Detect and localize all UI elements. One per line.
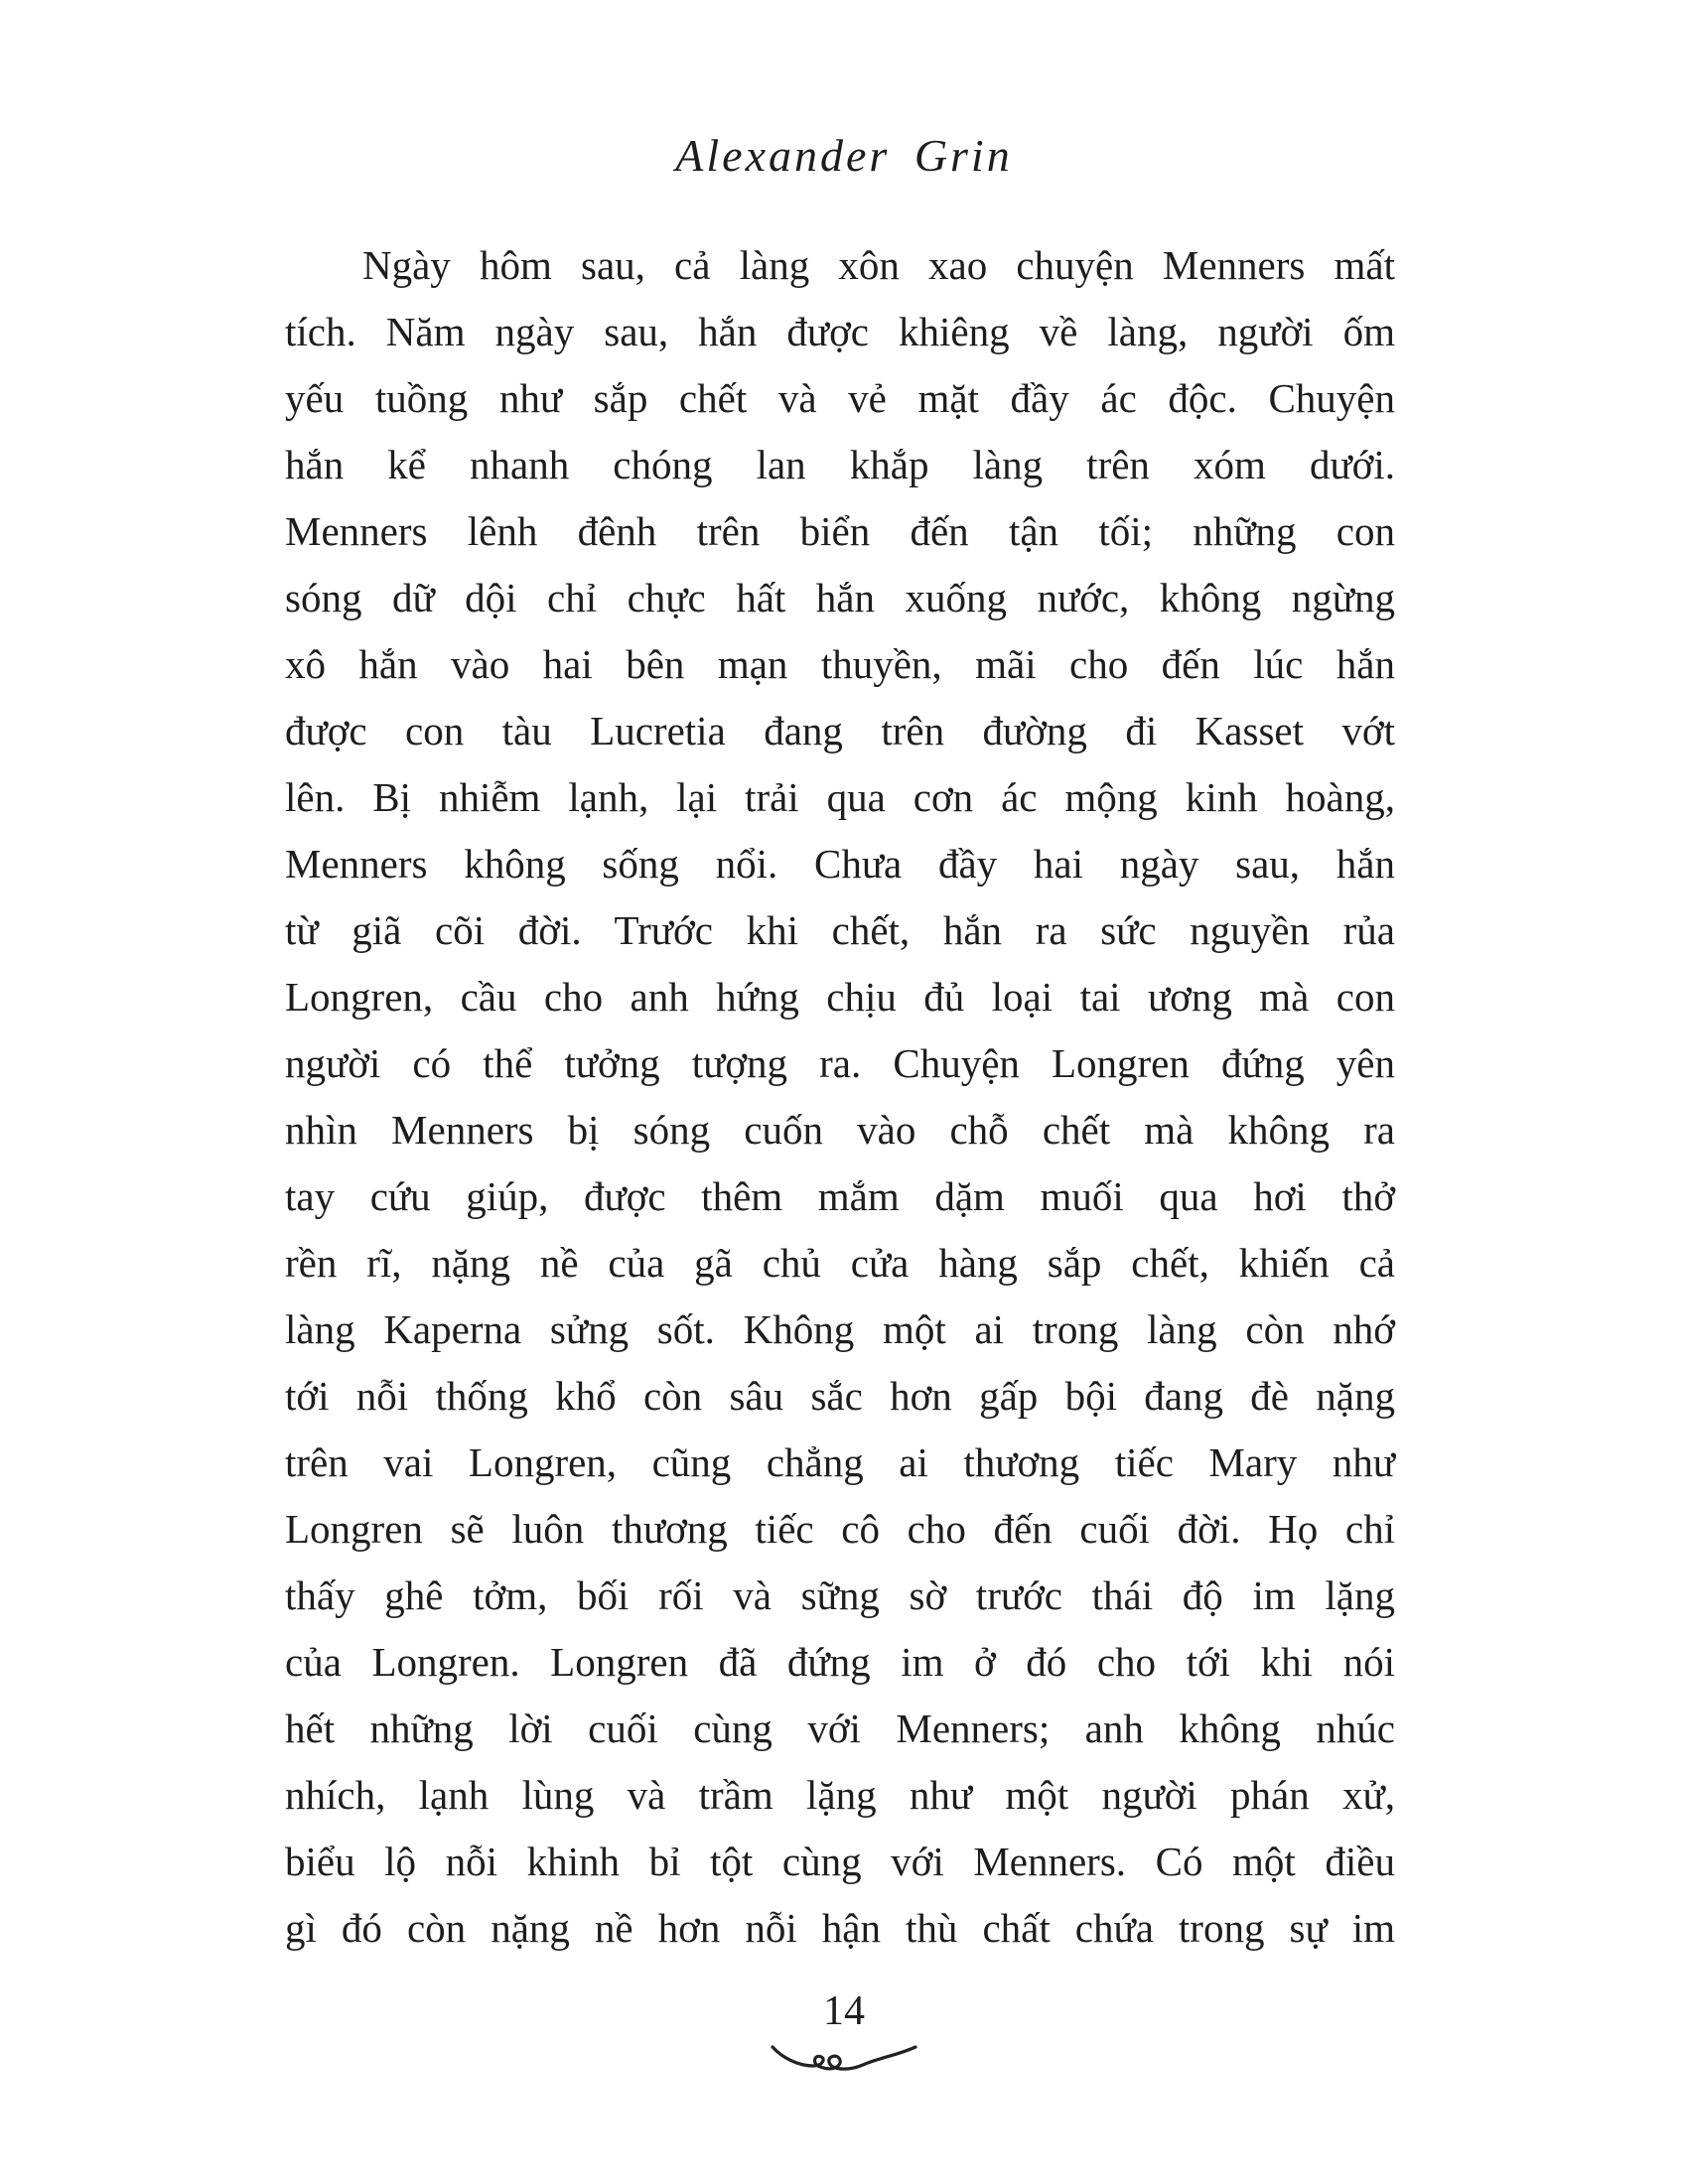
text-line: lên. Bị nhiễm lạnh, lại trải qua cơn ác mộng kinh hoàng, — [285, 774, 1395, 820]
page-number: 14 — [823, 1988, 865, 2034]
text-line: người có thể tưởng tượng ra. Chuyện Longren đứng yên — [285, 1040, 1395, 1086]
footer-ornament-wrap — [0, 2035, 1688, 2077]
text-line: Ngày hôm sau, cả làng xôn xao chuyện Menners mất — [362, 242, 1395, 288]
text-line: biểu lộ nỗi khinh bỉ tột cùng với Menners. Có một điều — [285, 1839, 1395, 1884]
text-line: của Longren. Longren đã đứng im ở đó cho tới khi nói — [285, 1639, 1395, 1685]
text-line: Longren sẽ luôn thương tiếc cô cho đến cuối đời. Họ chỉ — [285, 1506, 1395, 1552]
text-line: sóng dữ dội chỉ chực hất hắn xuống nước, không ngừng — [285, 575, 1395, 620]
calligraphic-flourish-icon — [767, 2035, 921, 2077]
text-line: nhích, lạnh lùng và trầm lặng như một người phán xử, — [285, 1772, 1395, 1818]
text-line: Menners lênh đênh trên biển đến tận tối; những con — [285, 508, 1395, 554]
text-line: rền rĩ, nặng nề của gã chủ cửa hàng sắp chết, khiến cả — [285, 1240, 1395, 1286]
text-line: từ giã cõi đời. Trước khi chết, hắn ra sức nguyền rủa — [285, 907, 1395, 953]
running-header-title: Alexander Grin — [675, 130, 1013, 181]
text-line: hắn kể nhanh chóng lan khắp làng trên xóm dưới. — [285, 442, 1395, 487]
text-line: tới nỗi thống khổ còn sâu sắc hơn gấp bội đang đè nặng — [285, 1373, 1395, 1419]
text-line: thấy ghê tởm, bối rối và sững sờ trước thái độ im lặng — [285, 1572, 1395, 1618]
text-line: yếu tuồng như sắp chết và vẻ mặt đầy ác độc. Chuyện — [285, 375, 1395, 421]
text-line: trên vai Longren, cũng chẳng ai thương tiếc Mary như — [285, 1439, 1395, 1485]
body-text — [285, 232, 1395, 1962]
text-line: hết những lời cuối cùng với Menners; anh không nhúc — [285, 1706, 1395, 1751]
text-line: nhìn Menners bị sóng cuốn vào chỗ chết mà không ra — [285, 1107, 1395, 1153]
text-line: làng Kaperna sửng sốt. Không một ai trong làng còn nhớ — [285, 1306, 1395, 1352]
text-line: Menners không sống nổi. Chưa đầy hai ngày sau, hắn — [285, 841, 1395, 887]
text-line: tích. Năm ngày sau, hắn được khiêng về làng, người ốm — [285, 309, 1395, 354]
text-line: tay cứu giúp, được thêm mắm dặm muối qua hơi thở — [285, 1173, 1395, 1219]
text-line: Longren, cầu cho anh hứng chịu đủ loại tai ương mà con — [285, 974, 1395, 1020]
text-line: xô hắn vào hai bên mạn thuyền, mãi cho đến lúc hắn — [285, 641, 1395, 687]
text-line: gì đó còn nặng nề hơn nỗi hận thù chất chứa trong sự im — [285, 1905, 1395, 1951]
text-line: được con tàu Lucretia đang trên đường đi Kasset vớt — [285, 708, 1395, 753]
